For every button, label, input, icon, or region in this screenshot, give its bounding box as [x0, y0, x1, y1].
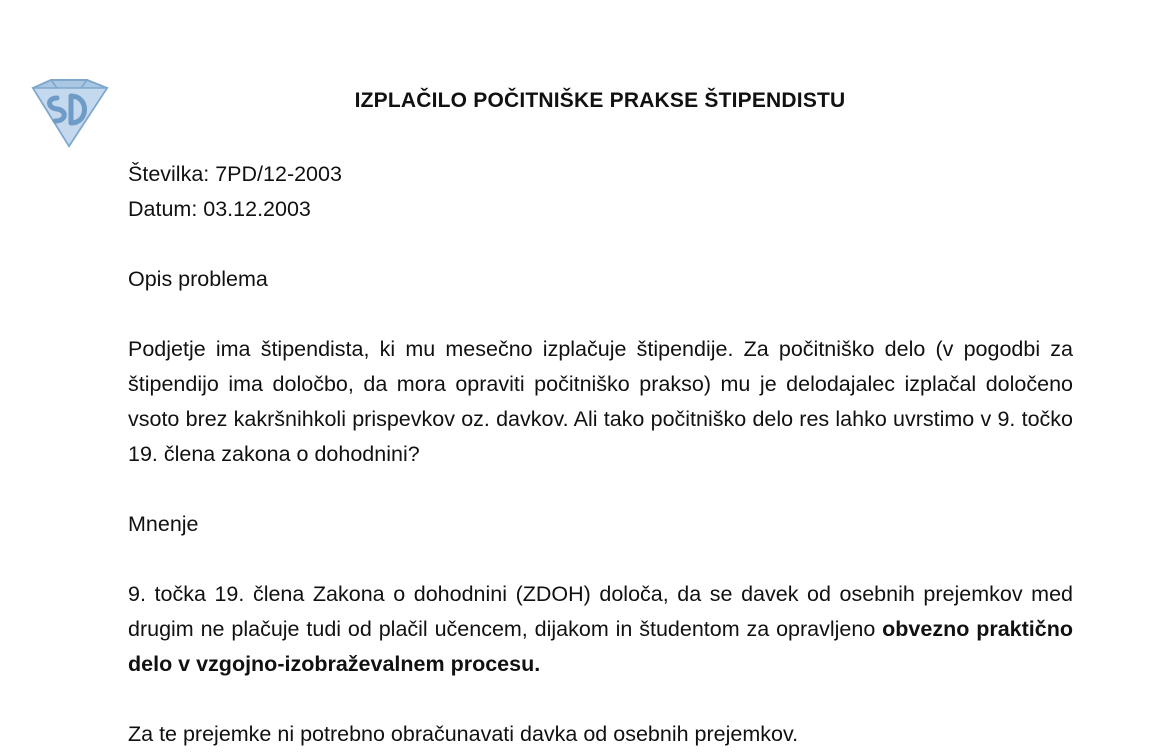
opinion-paragraph-bold-text: obvezno praktično delo v vzgojno-izobraževalnem procesu.	[128, 617, 1073, 676]
problem-paragraph: Podjetje ima štipendista, ki mu mesečno izplačuje štipendije. Za počitniško delo (v pogodbi za štipendijo ima določbo, da mora opraviti počitniško prakso) mu je delodajalec izplačal določeno vsoto brez kakršnihkoli prispevkov oz. davkov. Ali tako počitniško delo res lahko uvrstimo v 9. točko 19. člena zakona o dohodnini?	[128, 337, 1073, 466]
opinion-paragraph-text: 9. točka 19. člena Zakona o dohodnini (ZDOH) določa, da se davek od osebnih prejemkov med drugim ne plačuje tudi od plačil učencem, dijakom in študentom za opravljeno	[128, 582, 1073, 641]
opinion-paragraph	[128, 577, 1073, 682]
opinion-heading: Mnenje	[128, 512, 199, 536]
conclusion-paragraph: Za te prejemke ni potrebno obračunavati davka od osebnih prejemkov.	[128, 722, 799, 746]
document-date: Datum: 03.12.2003	[128, 197, 311, 221]
problem-heading: Opis problema	[128, 267, 268, 291]
document-number: Številka: 7PD/12-2003	[128, 162, 342, 186]
document-title: IZPLAČILO POČITNIŠKE PRAKSE ŠTIPENDISTU	[354, 89, 846, 112]
document-body	[128, 157, 1073, 752]
